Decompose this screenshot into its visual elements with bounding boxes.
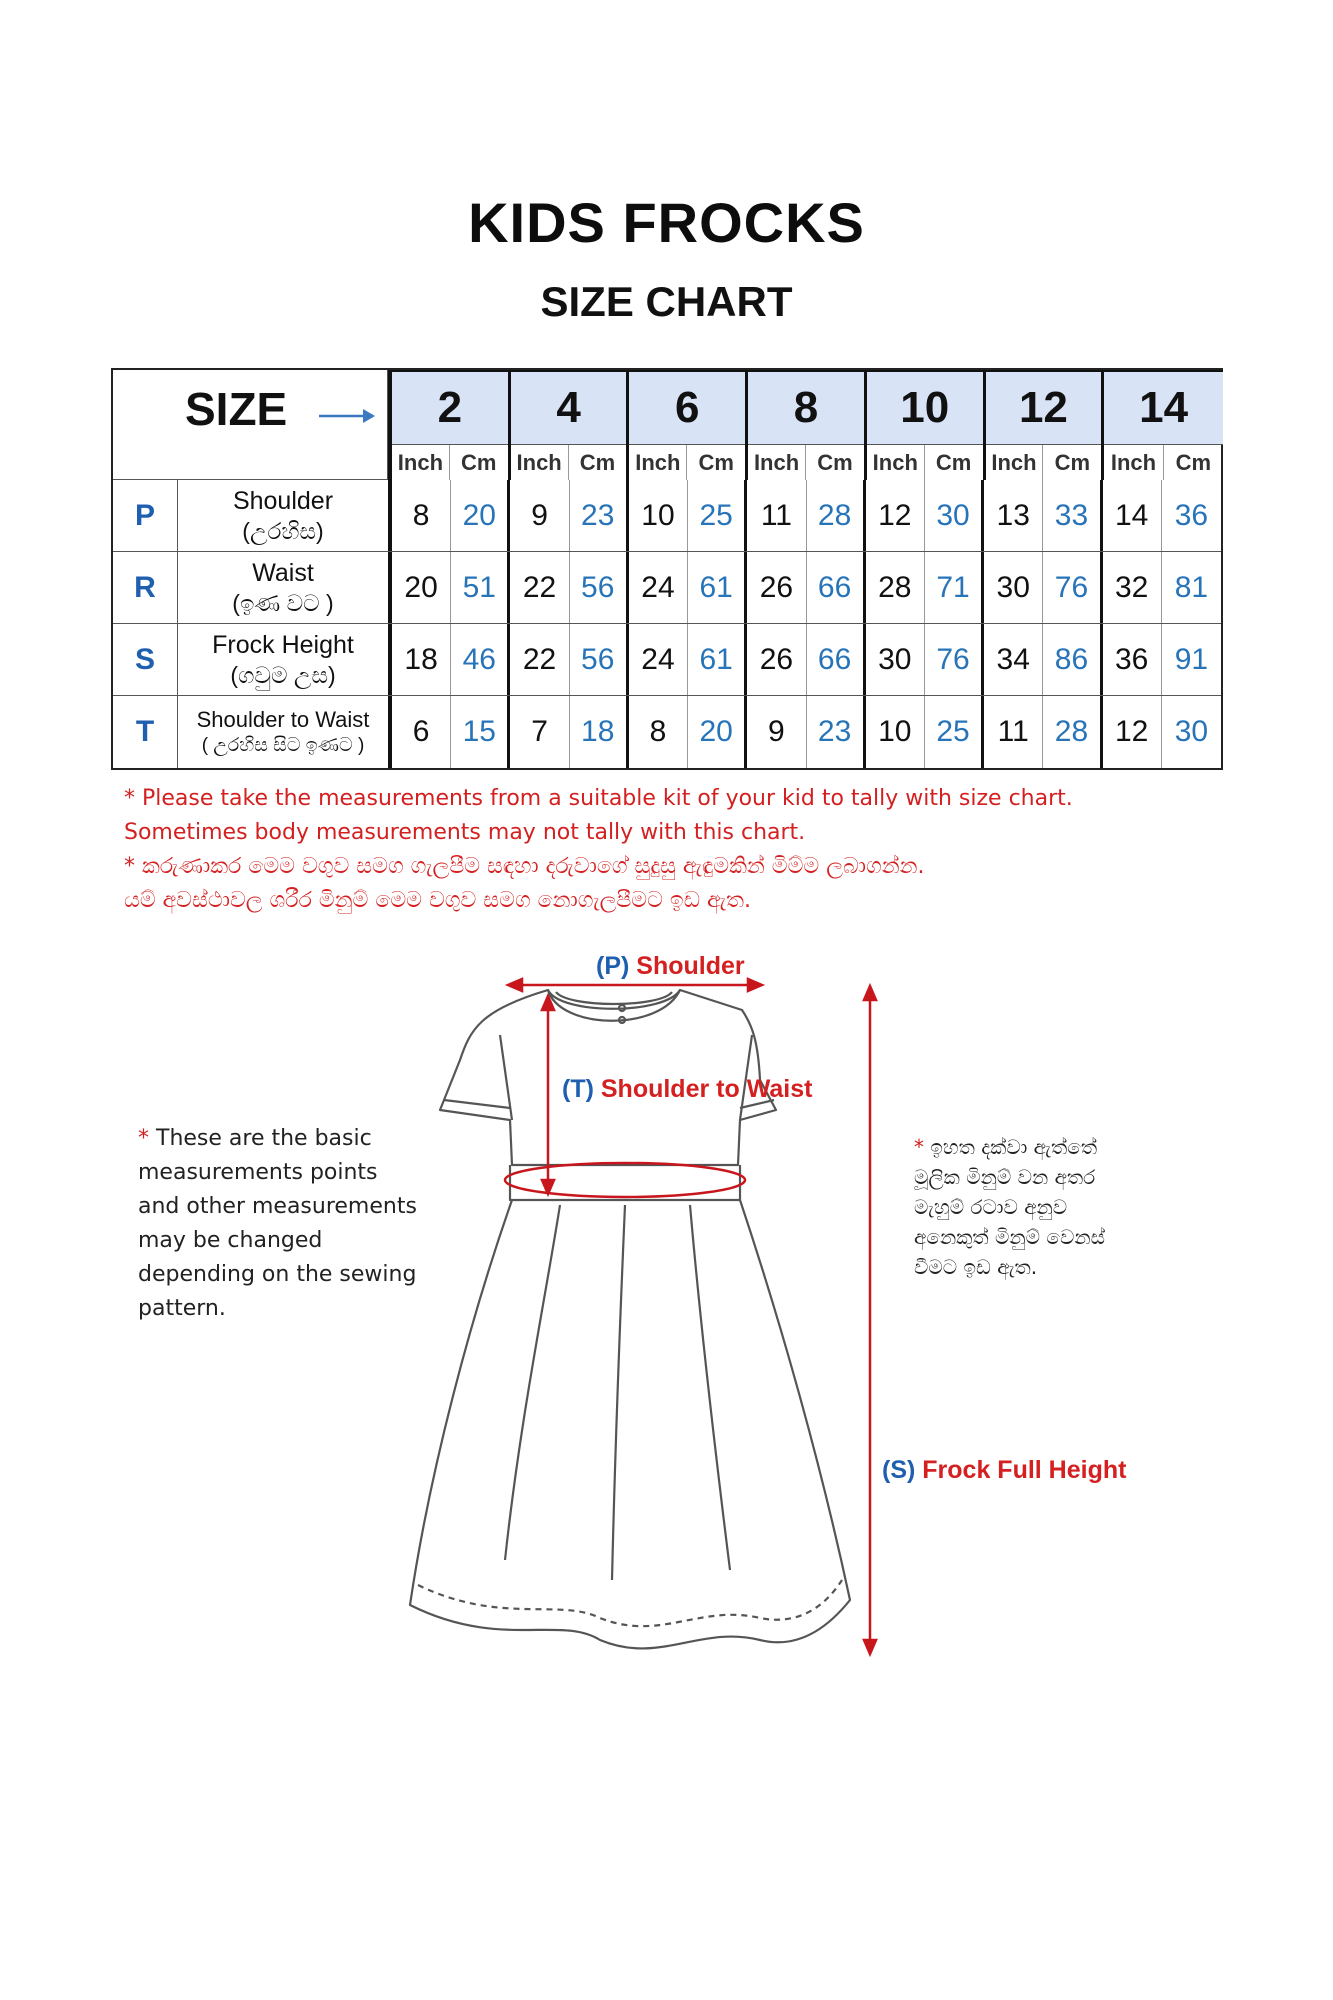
size-column	[986, 372, 1105, 480]
row-label-si: (ඉණ වට )	[232, 589, 334, 616]
row-label-en: Shoulder	[232, 486, 334, 515]
value-cm: 61	[688, 624, 747, 695]
size-number: 8	[748, 372, 864, 445]
value-inch: 18	[392, 624, 451, 695]
shoulder-to-waist-arrow	[542, 996, 554, 1194]
size-chart-table	[111, 368, 1223, 770]
waist-ellipse	[505, 1163, 745, 1197]
value-cm: 18	[570, 696, 629, 768]
size-number: 14	[1104, 372, 1223, 445]
value-inch: 10	[629, 480, 688, 551]
size-header-corner	[113, 370, 388, 480]
right-arrow-icon	[319, 406, 375, 426]
row-values	[388, 624, 1221, 695]
value-cm: 66	[807, 552, 866, 623]
row-letter: R	[113, 552, 178, 623]
value-inch: 32	[1103, 552, 1162, 623]
unit-row	[986, 445, 1102, 480]
unit-inch: Inch	[511, 445, 569, 480]
value-cm: 51	[451, 552, 510, 623]
unit-cm: Cm	[817, 449, 853, 475]
note-line: Sometimes body measurements may not tally with this chart.	[124, 820, 806, 845]
value-inch: 30	[984, 552, 1043, 623]
measurement-notes	[124, 782, 1224, 918]
row-letter: P	[113, 480, 178, 551]
value-cm: 23	[570, 480, 629, 551]
value-inch: 24	[629, 624, 688, 695]
value-cm: 30	[1174, 715, 1209, 748]
value-cm: 76	[1043, 552, 1102, 623]
unit-cm: Cm	[579, 449, 616, 475]
row-values	[388, 480, 1221, 551]
value-inch: 24	[629, 552, 688, 623]
value-inch: 6	[392, 696, 451, 768]
size-column	[748, 372, 867, 480]
value-inch: 9	[510, 480, 569, 551]
full-height-label: (S) Frock Full Height	[882, 1456, 1127, 1484]
row-label-en: Waist	[252, 558, 314, 587]
row-label	[178, 696, 388, 768]
value-cm: 66	[807, 624, 866, 695]
row-label-si: (ගවුම උස)	[230, 661, 336, 688]
unit-cm: Cm	[1054, 449, 1091, 475]
unit-cm: Cm	[1175, 449, 1212, 475]
value-cm: 23	[807, 696, 866, 768]
row-label-en: Shoulder to Waist	[196, 707, 370, 733]
value-cm: 28	[1043, 696, 1102, 768]
value-cm: 46	[451, 624, 510, 695]
value-inch: 9	[747, 696, 806, 768]
row-label-si: ( උරහිස සිට ඉණට )	[201, 734, 365, 756]
value-inch: 10	[866, 696, 925, 768]
value-cm: 15	[451, 696, 510, 768]
value-inch: 22	[510, 624, 569, 695]
unit-cm: Cm	[461, 449, 497, 475]
value-cm: 25	[925, 696, 984, 768]
size-column	[867, 372, 986, 480]
value-cm: 20	[451, 480, 510, 551]
value-cm: 76	[925, 624, 984, 695]
size-column	[392, 372, 511, 480]
unit-row	[392, 445, 508, 480]
value-inch: 13	[984, 480, 1043, 551]
row-label	[178, 624, 388, 695]
left-note: * These are the basic measurements points and other measurements may be changed depending on the sewing pattern.	[138, 1126, 417, 1321]
value-cm: 25	[688, 480, 747, 551]
size-column	[1104, 372, 1223, 480]
size-number: 10	[867, 372, 983, 445]
table-row	[113, 480, 1221, 552]
value-cm: 61	[688, 552, 747, 623]
size-label: SIZE	[185, 383, 288, 435]
row-values	[388, 552, 1221, 623]
size-number: 12	[986, 372, 1102, 445]
size-number: 4	[511, 372, 627, 445]
value-cm: 33	[1043, 480, 1102, 551]
value-inch: 22	[510, 552, 569, 623]
row-label-si: (උරහිස)	[242, 517, 324, 544]
value-inch: 30	[866, 624, 925, 695]
value-cm: 91	[1174, 642, 1209, 676]
full-height-arrow	[864, 986, 876, 1654]
note-line: යම් අවස්ථාවල ශරීර මිනුම් මෙම වගුව සමග නොගැලපීමට ඉඩ ඇත.	[124, 888, 751, 913]
unit-row	[867, 445, 983, 480]
value-cm: 56	[570, 624, 629, 695]
page-title: KIDS FROCKS	[468, 191, 865, 254]
value-inch: 12	[866, 480, 925, 551]
table-row	[113, 696, 1221, 768]
page-subtitle: SIZE CHART	[540, 278, 793, 325]
right-note: * ඉහත දක්වා ඇත්තේ මූලික මිනුම් වන අතර මැහුම් රටාව අනුව අනෙකුත් මිනුම් වෙනස් වීමට ඉඩ ඇත.	[914, 1135, 1105, 1279]
unit-inch: Inch	[748, 445, 806, 480]
unit-inch: Inch	[392, 445, 450, 480]
row-letter: T	[113, 696, 178, 768]
value-cm: 71	[925, 552, 984, 623]
unit-cm: Cm	[698, 449, 734, 475]
shoulder-label: (P) Shoulder	[596, 952, 745, 980]
value-inch: 34	[984, 624, 1043, 695]
value-cm: 81	[1174, 570, 1209, 604]
size-number: 6	[629, 372, 745, 445]
unit-row	[748, 445, 864, 480]
unit-inch: Inch	[629, 445, 687, 480]
row-values	[388, 696, 1221, 768]
value-inch: 14	[1103, 480, 1162, 551]
value-inch: 8	[629, 696, 688, 768]
value-cm: 28	[807, 480, 866, 551]
size-number: 2	[392, 372, 508, 445]
size-header-row	[388, 370, 1223, 480]
value-cm: 30	[925, 480, 984, 551]
value-inch: 26	[747, 624, 806, 695]
value-inch: 8	[392, 480, 451, 551]
value-cm: 56	[570, 552, 629, 623]
row-label	[178, 552, 388, 623]
value-cm: 20	[688, 696, 747, 768]
table-row	[113, 552, 1221, 624]
value-inch: 28	[866, 552, 925, 623]
value-cm: 86	[1043, 624, 1102, 695]
note-line: * Please take the measurements from a suitable kit of your kid to tally with size chart.	[124, 786, 1073, 811]
value-inch: 36	[1103, 624, 1162, 695]
unit-cm: Cm	[935, 449, 972, 475]
value-inch: 12	[1103, 696, 1162, 768]
value-inch: 7	[510, 696, 569, 768]
unit-inch: Inch	[867, 445, 925, 480]
unit-inch: Inch	[986, 445, 1044, 480]
row-letter: S	[113, 624, 178, 695]
unit-row	[1104, 445, 1223, 480]
value-inch: 26	[747, 552, 806, 623]
note-line: * කරුණාකර මෙම වගුව සමග ගැලපීම සඳහා දරුවාගේ සුදුසු ඇඳුමකින් මිම්ම ලබාගන්න.	[124, 854, 925, 879]
unit-row	[629, 445, 745, 480]
value-inch: 11	[747, 480, 806, 551]
measurement-rows	[113, 480, 1221, 768]
value-cm: 36	[1174, 498, 1209, 532]
size-column	[629, 372, 748, 480]
shoulder-to-waist-label: (T) Shoulder to Waist	[562, 1075, 813, 1103]
value-inch: 20	[392, 552, 451, 623]
size-column	[511, 372, 630, 480]
row-label-en: Frock Height	[212, 630, 354, 659]
table-row	[113, 624, 1221, 696]
value-inch: 11	[984, 696, 1043, 768]
unit-row	[511, 445, 627, 480]
row-label	[178, 480, 388, 551]
unit-inch: Inch	[1104, 445, 1163, 480]
